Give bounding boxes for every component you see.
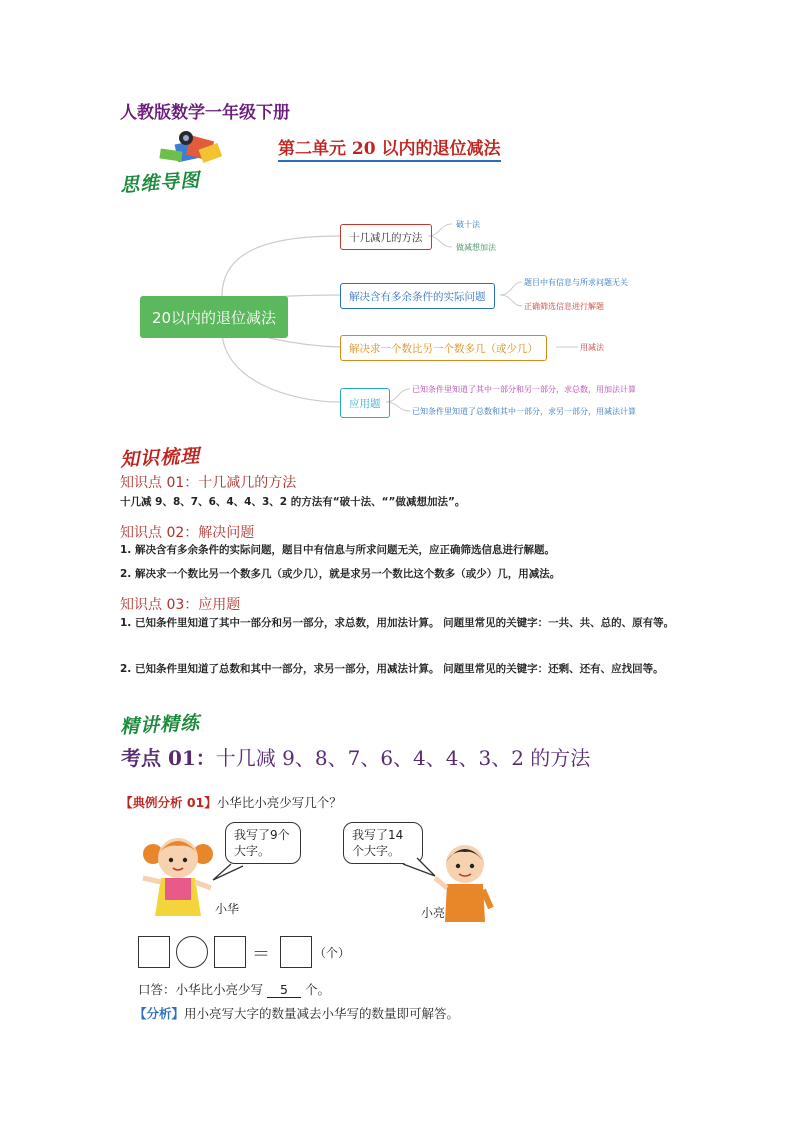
kp3-item: 1. 已知条件里知道了其中一部分和另一部分，求总数，用加法计算。 问题里常见的关键字：一共、共、总的、原有等。 — [120, 617, 675, 629]
answer-value: 5 — [267, 982, 301, 998]
kp3-title: 知识点 03：应用题 — [120, 597, 241, 613]
example-label: 【典例分析 01】 — [120, 795, 217, 810]
mindmap-leaf: 正确筛选信息进行解题 — [524, 302, 604, 311]
analysis-line — [134, 1004, 459, 1022]
mindmap-branch-2 — [340, 283, 495, 309]
mindmap-branch-3 — [340, 335, 547, 361]
example-illustration — [135, 818, 495, 926]
mindmap-branch-1 — [340, 224, 432, 250]
bubble-right-text: 我写了14个大字。 — [352, 828, 404, 858]
kp2-item: 2. 解决求一个数比另一个数多几（或少几），就是求另一个数比这个数多（或少）几，用减法。 — [120, 568, 561, 580]
book-title: 人教版数学一年级下册 — [120, 103, 290, 123]
branch-label: 十几减几的方法 — [349, 231, 423, 244]
exam-point-text: 十几减 9、8、7、6、4、4、3、2 的方法 — [215, 746, 591, 770]
kp2-item: 1. 解决含有多余条件的实际问题，题目中有信息与所求问题无关，应正确筛选信息进行解题。 — [120, 544, 555, 556]
branch-label: 解决求一个数比另一个数多几（或少几） — [349, 342, 538, 355]
unit-label: （个） — [314, 946, 351, 960]
mindmap-connectors — [0, 0, 794, 440]
mindmap-leaf: 做减想加法 — [456, 243, 496, 252]
mindmap-leaf: 用减法 — [580, 343, 604, 352]
analysis-text: 用小亮写大字的数量减去小华写的数量即可解答。 — [184, 1006, 460, 1021]
branch-label: 解决含有多余条件的实际问题 — [349, 290, 486, 303]
knowledge-badge: 知识梳理 — [119, 444, 201, 472]
mindmap-leaf: 题目中有信息与所求问题无关 — [524, 278, 628, 287]
equation-box-result[interactable] — [280, 936, 312, 968]
example-line — [120, 793, 342, 811]
answer-suffix: 个。 — [305, 982, 331, 997]
mindmap-leaf: 已知条件里知道了总数和其中一部分，求另一部分，用减法计算 — [412, 407, 636, 416]
branch-label: 应用题 — [349, 397, 381, 410]
mindmap-badge: 思维导图 — [119, 169, 201, 197]
example-question: 小华比小亮少写几个？ — [216, 795, 342, 810]
exam-point-label: 考点 01： — [121, 746, 216, 770]
mindmap-root — [140, 296, 288, 338]
kp2-title: 知识点 02：解决问题 — [120, 525, 255, 541]
mindmap-leaf: 破十法 — [456, 220, 480, 229]
equation-operator-circle[interactable] — [176, 936, 208, 968]
exam-point-title — [121, 742, 590, 771]
mindmap — [0, 0, 794, 440]
mindmap-root-label: 20以内的退位减法 — [151, 308, 277, 327]
unit-title: 第二单元 20 以内的退位减法 — [278, 134, 501, 162]
practice-badge: 精讲精练 — [119, 711, 201, 739]
girl-figure — [143, 838, 213, 916]
equals-sign: ＝ — [252, 944, 270, 965]
mindmap-branch-4 — [340, 388, 390, 418]
mindmap-leaf: 已知条件里知道了其中一部分和另一部分，求总数，用加法计算 — [412, 385, 636, 394]
name-right: 小亮 — [421, 906, 446, 920]
answer-prefix: 口答：小华比小亮少写 — [138, 982, 264, 997]
bubble-left-text: 我写了9个大字。 — [234, 828, 290, 858]
name-left: 小华 — [215, 902, 240, 916]
answer-line — [138, 980, 330, 998]
kp3-item: 2. 已知条件里知道了总数和其中一部分，求另一部分，用减法计算。 问题里常见的关键字：还剩、还有、应找回等。 — [120, 663, 664, 675]
equation-box-1[interactable] — [138, 936, 170, 968]
equation-box-2[interactable] — [214, 936, 246, 968]
analysis-label: 【分析】 — [134, 1006, 185, 1021]
kp1-title: 知识点 01：十几减几的方法 — [120, 475, 297, 491]
kp1-text: 十几减 9、8、7、6、4、4、3、2 的方法有“破十法、“”做减想加法”。 — [120, 496, 466, 508]
